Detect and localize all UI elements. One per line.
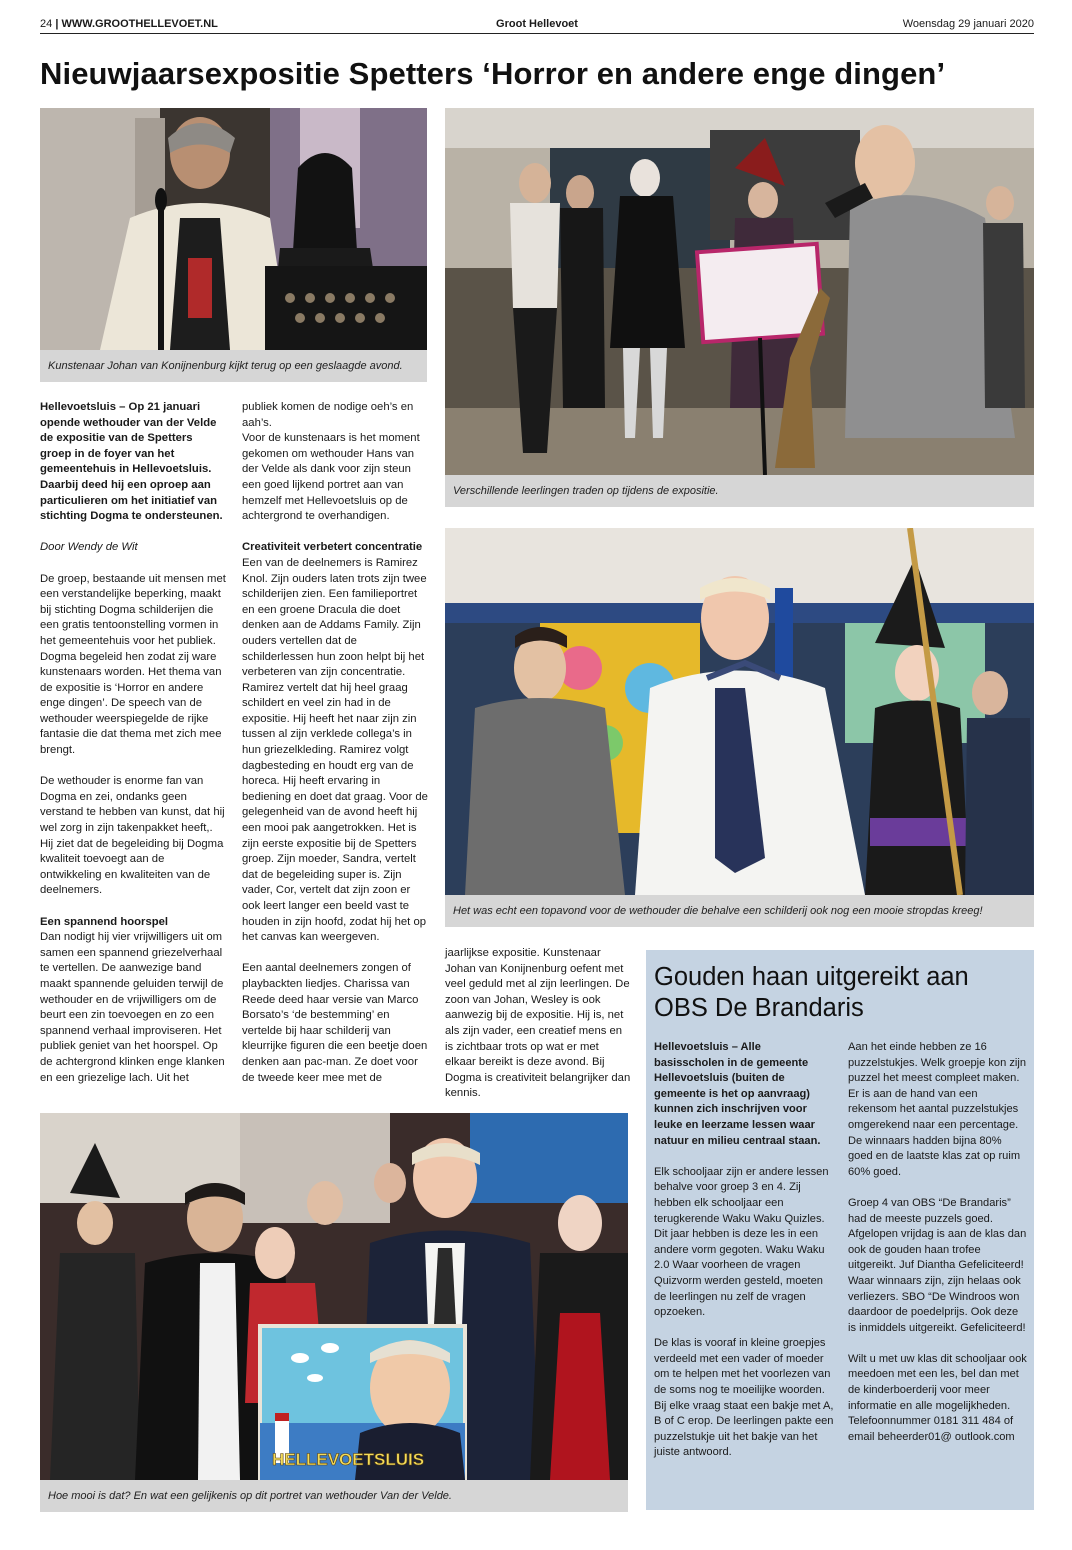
article-paragraph: jaarlijkse expositie. Kunstenaar Johan van Konijnenburg oefent met veel geduld met al zijn leerlingen. De zoon van Johan, Wesley is ook aanwezig bij de expositie. Hij is, net als zijn vader, een creatief mens en is zichtbaar trots op wat er met elkaar bereikt is deze avond. Bij Dogma is creativiteit belangrijker dan kennis. <box>445 947 631 1100</box>
sidebar-paragraph: Groep 4 van OBS “De Brandaris” had de meeste puzzels goed. Afgelopen vrijdag is aan de klas dan ook de gouden haan trofee uitgereikt. Juf Diantha Gefeliciteerd! Waar winnaars zijn, zijn helaas ook verliezers. SBO “De Windroos won daardoor de poedelprijs. Ook deze is inmiddels uitgereikt. Gefeliciteerd! <box>848 1196 1027 1334</box>
caption-photo-3: Het was echt een topavond voor de wethouder die behalve een schilderij ook nog een mooie stropdas kreeg! <box>445 895 1034 927</box>
article-paragraph: publiek komen de nodige oeh’s en aah’s. <box>242 401 414 429</box>
site-url[interactable]: | WWW.GROOTHELLEVOET.NL <box>55 18 218 30</box>
page-number: 24 <box>40 18 53 30</box>
painting-text: HELLEVOETSLUIS <box>272 1450 425 1469</box>
article-column-1 <box>40 400 226 1086</box>
article-paragraph: Voor de kunstenaars is het moment gekomen om wethouder Hans van der Velde als dank voor zijn steun een goed lijkend portret aan van hemzelf met Hellevoetsluis op de achtergrond te overhandigen. <box>242 432 420 523</box>
article-headline: Nieuwjaarsexpositie Spetters ‘Horror en andere enge dingen’ <box>40 56 946 91</box>
sidebar-lead: Hellevoetsluis – Alle basisscholen in de gemeente Hellevoetsluis (buiten de gemeente is het op aanvraag) kunnen zich inschrijven voor leuke en leerzame lessen waar natuur en milieu centraal staan. <box>654 1041 821 1147</box>
article-paragraph: De wethouder is enorme fan van Dogma en zei, ondanks geen verstand te hebben van kunst, dat hij wel zorg in zijn takenpakket heeft,. Hij ziet dat de begeleiding bij Dogma kwaliteit toevoegt aan de ontwikkeling en kwaliteiten van de deelnemers. <box>40 775 225 897</box>
caption-photo-4: Hoe mooi is dat? En wat een gelijkenis op dit portret van wethouder Van der Velde. <box>40 1480 628 1512</box>
sidebar-headline: Gouden haan uitgereikt aan OBS De Brandaris <box>654 963 969 1022</box>
article-paragraph: Dan nodigt hij vier vrijwilligers uit om samen een spannend griezelverhaal te vertellen. De aanwezige band maakt spannende geluiden terwijl de wethouder en de vrijwilligers om de beurt een zin toevoegen en zo een spannend verhaal improviseren. Het publiek geniet van het hoorspel. Op de achtergrond klinken enge klanken en een griezelige lach. Uit het <box>40 931 225 1084</box>
sidebar-paragraph: Wilt u met uw klas dit schooljaar ook meedoen met een les, bel dan met de kinderboerderij voor meer informatie en alle mogelijkheden. Telefoonnummer 0181 311 484 of email beheerder01@ outlook.com <box>848 1352 1027 1443</box>
issue-date: Woensdag 29 januari 2020 <box>902 18 1034 30</box>
sidebar-column-2 <box>848 1040 1028 1445</box>
article-paragraph: De groep, bestaande uit mensen met een verstandelijke beperking, maakt bij stichting Dogma schilderijen die een gratis tentoonstelling vormen in het gemeentehuis voor het publiek. Dogma begeleid hen zodat zij ware kunstenaars worden. Het thema van de expositie is ‘Horror en andere enge dingen’. De speech van de wethouder weerspiegelde de rijke fantasie die dat thema met zich mee brengt. <box>40 572 226 757</box>
caption-photo-1: Kunstenaar Johan van Konijnenburg kijkt terug op een geslaagde avond. <box>40 350 427 382</box>
photo-johan-microphone <box>40 108 427 350</box>
article-paragraph: Een aantal deelnemers zongen of playbackten liedjes. Charissa van Reede deed haar versie van Marco Borsato’s ‘de bestemming’ en vertelde bij haar schilderij van kleurrijke figuren die een beetje doen denken aan pac-man. Ze doet voor de tweede keer mee met de <box>242 962 428 1084</box>
article-column-2 <box>242 400 428 1086</box>
page-header <box>40 16 1034 34</box>
sidebar-paragraph: Aan het einde hebben ze 16 puzzelstukjes. Welk groepje kon zijn puzzel het meest compleet maken. Er is aan de hand van een rekensom het aantal puzzelstukjes omgerekend naar een percentage. De winnaars hadden bijna 80% goed en de laatste klas zat op ruim 60% goed. <box>848 1041 1026 1178</box>
photo-students-performing <box>445 108 1034 475</box>
article-paragraph: Een van de deelnemers is Ramirez Knol. Zijn ouders laten trots zijn twee schilderijen zien. Een familieportret en een groene Dracula die doet denken aan de Addams Family. Zijn ouders vertellen dat de schilderlessen hun zoon helpt bij het verbeteren van zijn concentratie. Ramirez vertelt dat hij heel graag schildert en veel zin had in de expositie. Hij heeft het naar zijn zin tussen al zijn verklede collega’s in hun griezelkleding. Ramirez volgt dagbesteding en houdt erg van de horeca. Hij heeft ervaring in bediening en doet dat graag. Voor de gelegenheid van de avond heeft hij een mooi pak aangetrokken. Het is zijn eerste expositie bij de Spetters groep. Zijn moeder, Sandra, vertelt dat de begeleiding super is. Zijn vader, Cor, vertelt dat zijn zoon er ook leert langer een beeld vast te houden in zijn hoofd, zodat hij het op het canvas kan weergeven. <box>242 556 428 944</box>
caption-photo-2: Verschillende leerlingen traden op tijdens de expositie. <box>445 475 1034 507</box>
photo-alderman-tie <box>445 528 1034 895</box>
sidebar-column-1 <box>654 1040 834 1461</box>
subheading: Een spannend hoorspel <box>40 915 169 928</box>
sidebar-paragraph: De klas is vooraf in kleine groepjes verdeeld met een vader of moeder om te helpen met het voorlezen van de soms nog te moeilijke woorden. Bij elke vraag staat een bakje met A, B of C erop. De leerlingen pakte een puzzelstukje uit het bakje van het juiste antwoord. <box>654 1337 834 1459</box>
sidebar-paragraph: Elk schooljaar zijn er andere lessen behalve voor groep 3 en 4. Zij hebben elk schooljaar een terugkerende Waku Waku Quizles. Dit jaar hebben is deze les in een andere vorm gegoten. Waku Waku 2.0 Waar voorheen de vragen Quizvorm werden gesteld, moeten de leerlingen nu zelf de vragen opzoeken. <box>654 1165 829 1319</box>
article-column-3 <box>445 946 631 1102</box>
publication-name: Groot Hellevoet <box>496 18 578 30</box>
subheading: Creativiteit verbetert concentratie <box>242 541 423 554</box>
photo-portrait-group <box>40 1113 628 1480</box>
article-lead: Hellevoetsluis – Op 21 januari opende wethouder van der Velde de expositie van de Spetters groep in de foyer van het gemeentehuis in Hellevoetsluis. Daarbij deed hij een oproep aan particulieren om het initiatief van stichting Dogma te ondersteunen. <box>40 401 223 523</box>
byline: Door Wendy de Wit <box>40 541 138 554</box>
